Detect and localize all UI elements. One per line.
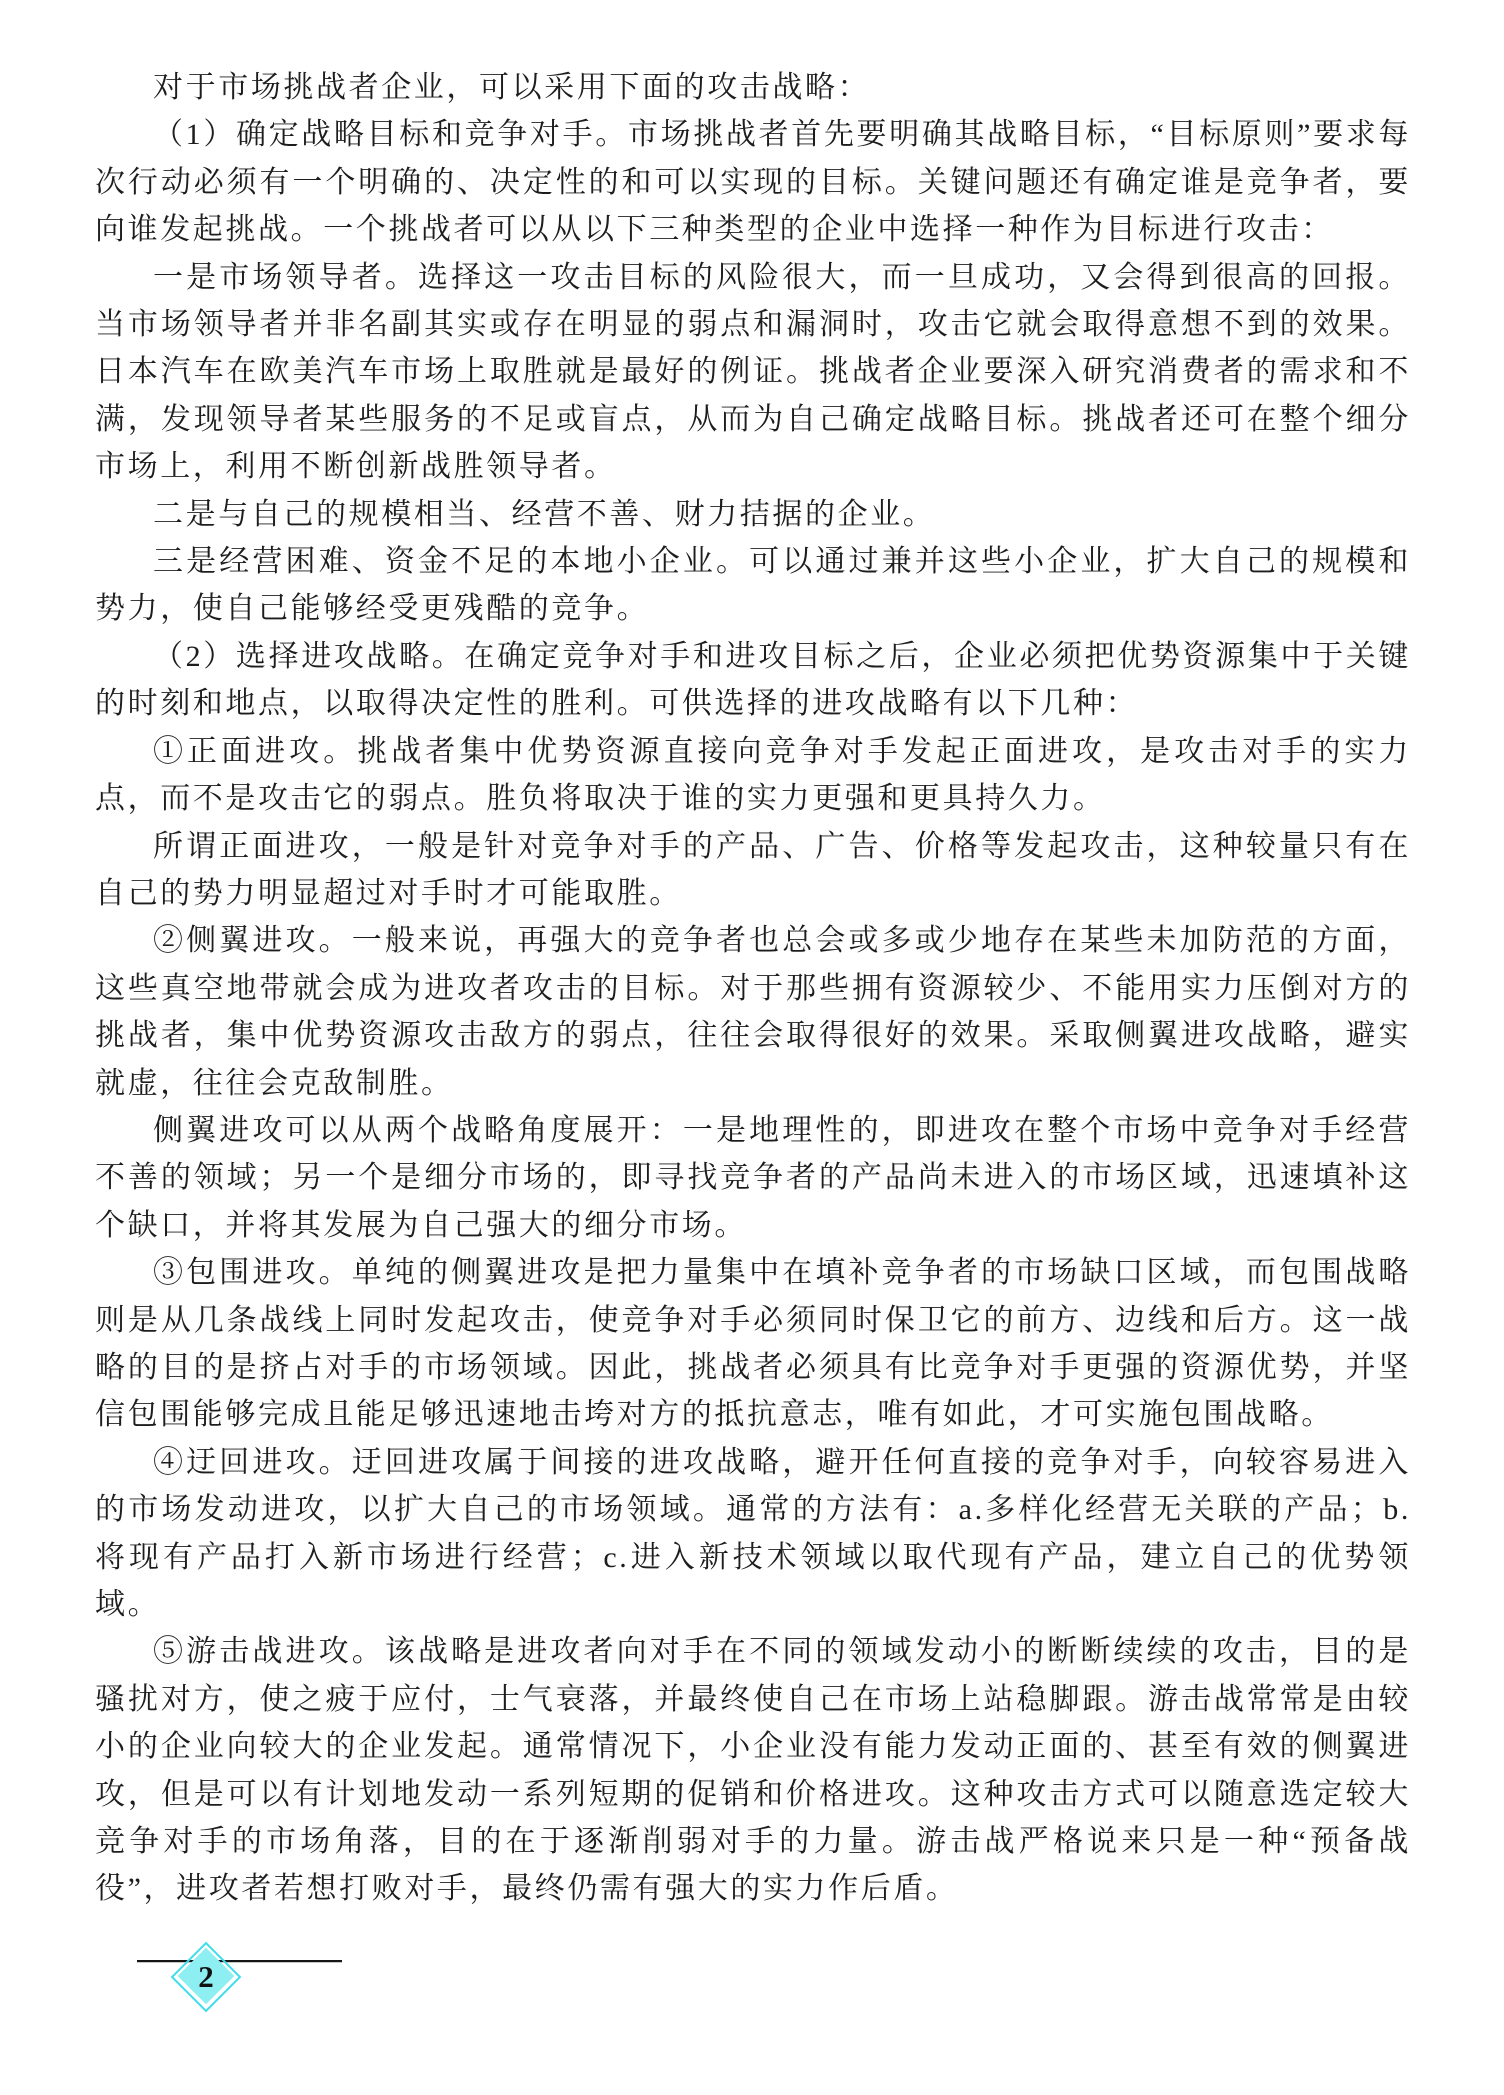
paragraph: ①正面进攻。挑战者集中优势资源直接向竞争对手发起正面进攻，是攻击对手的实力点，而不是攻击它的弱点。胜负将取决于谁的实力更强和更具持久力。 [95, 734, 1411, 816]
page-footer [0, 1930, 1504, 2020]
paragraph: 对于市场挑战者企业，可以采用下面的攻击战略： [153, 71, 871, 104]
paragraph: 侧翼进攻可以从两个战略角度展开：一是地理性的，即进攻在整个市场中竞争对手经营不善的领域；另一个是细分市场的，即寻找竞争者的产品尚未进入的市场区域，迅速填补这个缺口，并将其发展为自己强大的细分市场。 [95, 1113, 1411, 1242]
body-text [95, 64, 1411, 1913]
page-number-diamond [171, 1940, 241, 2010]
paragraph: 一是市场领导者。选择这一攻击目标的风险很大，而一旦成功，又会得到很高的回报。当市场领导者并非名副其实或存在明显的弱点和漏洞时，攻击它就会取得意想不到的效果。日本汽车在欧美汽车市场上取胜就是最好的例证。挑战者企业要深入研究消费者的需求和不满，发现领导者某些服务的不足或盲点，从而为自己确定战略目标。挑战者还可在整个细分市场上，利用不断创新战胜领导者。 [95, 260, 1411, 484]
paragraph: 三是经营困难、资金不足的本地小企业。可以通过兼并这些小企业，扩大自己的规模和势力，使自己能够经受更残酷的竞争。 [95, 545, 1411, 626]
paragraph: （1）确定战略目标和竞争对手。市场挑战者首先要明确其战略目标，“目标原则”要求每次行动必须有一个明确的、决定性的和可以实现的目标。关键问题还有确定谁是竞争者，要向谁发起挑战。一个挑战者可以从以下三种类型的企业中选择一种作为目标进行攻击： [95, 118, 1411, 247]
paragraph: ④迂回进攻。迂回进攻属于间接的进攻战略，避开任何直接的竞争对手，向较容易进入的市场发动进攻，以扩大自己的市场领域。通常的方法有：a.多样化经营无关联的产品；b.将现有产品打入新市场进行经营；c.进入新技术领域以取代现有产品，建立自己的优势领域。 [95, 1445, 1411, 1621]
paragraph: （2）选择进攻战略。在确定竞争对手和进攻目标之后，企业必须把优势资源集中于关键的时刻和地点，以取得决定性的胜利。可供选择的进攻战略有以下几种： [95, 639, 1411, 721]
paragraph: ⑤游击战进攻。该战略是进攻者向对手在不同的领域发动小的断断续续的攻击，目的是骚扰对方，使之疲于应付，士气衰落，并最终使自己在市场上站稳脚跟。游击战常常是由较小的企业向较大的企业发起。通常情况下，小企业没有能力发动正面的、甚至有效的侧翼进攻，但是可以有计划地发动一系列短期的促销和价格进攻。这种攻击方式可以随意选定较大竞争对手的市场角落，目的在于逐渐削弱对手的力量。游击战严格说来只是一种“预备战役”，进攻者若想打败对手，最终仍需有强大的实力作后盾。 [95, 1635, 1411, 1906]
paragraph: 所谓正面进攻，一般是针对竞争对手的产品、广告、价格等发起攻击，这种较量只有在自己的势力明显超过对手时才可能取胜。 [95, 829, 1411, 910]
paragraph: 二是与自己的规模相当、经营不善、财力拮据的企业。 [153, 497, 936, 531]
paragraph: ③包围进攻。单纯的侧翼进攻是把力量集中在填补竞争者的市场缺口区域，而包围战略则是从几条战线上同时发起攻击，使竞争对手必须同时保卫它的前方、边线和后方。这一战略的目的是挤占对手的市场领域。因此，挑战者必须具有比竞争对手更强的资源优势，并坚信包围能够完成且能足够迅速地击垮对方的抵抗意志，唯有如此，才可实施包围战略。 [95, 1256, 1411, 1432]
paragraph: ②侧翼进攻。一般来说，再强大的竞争者也总会或多或少地存在某些未加防范的方面，这些真空地带就会成为进攻者攻击的目标。对于那些拥有资源较少、不能用实力压倒对方的挑战者，集中优势资源攻击敌方的弱点，往往会取得很好的效果。采取侧翼进攻战略，避实就虚，往往会克敌制胜。 [95, 924, 1411, 1100]
page-number: 2 [198, 1959, 214, 1994]
